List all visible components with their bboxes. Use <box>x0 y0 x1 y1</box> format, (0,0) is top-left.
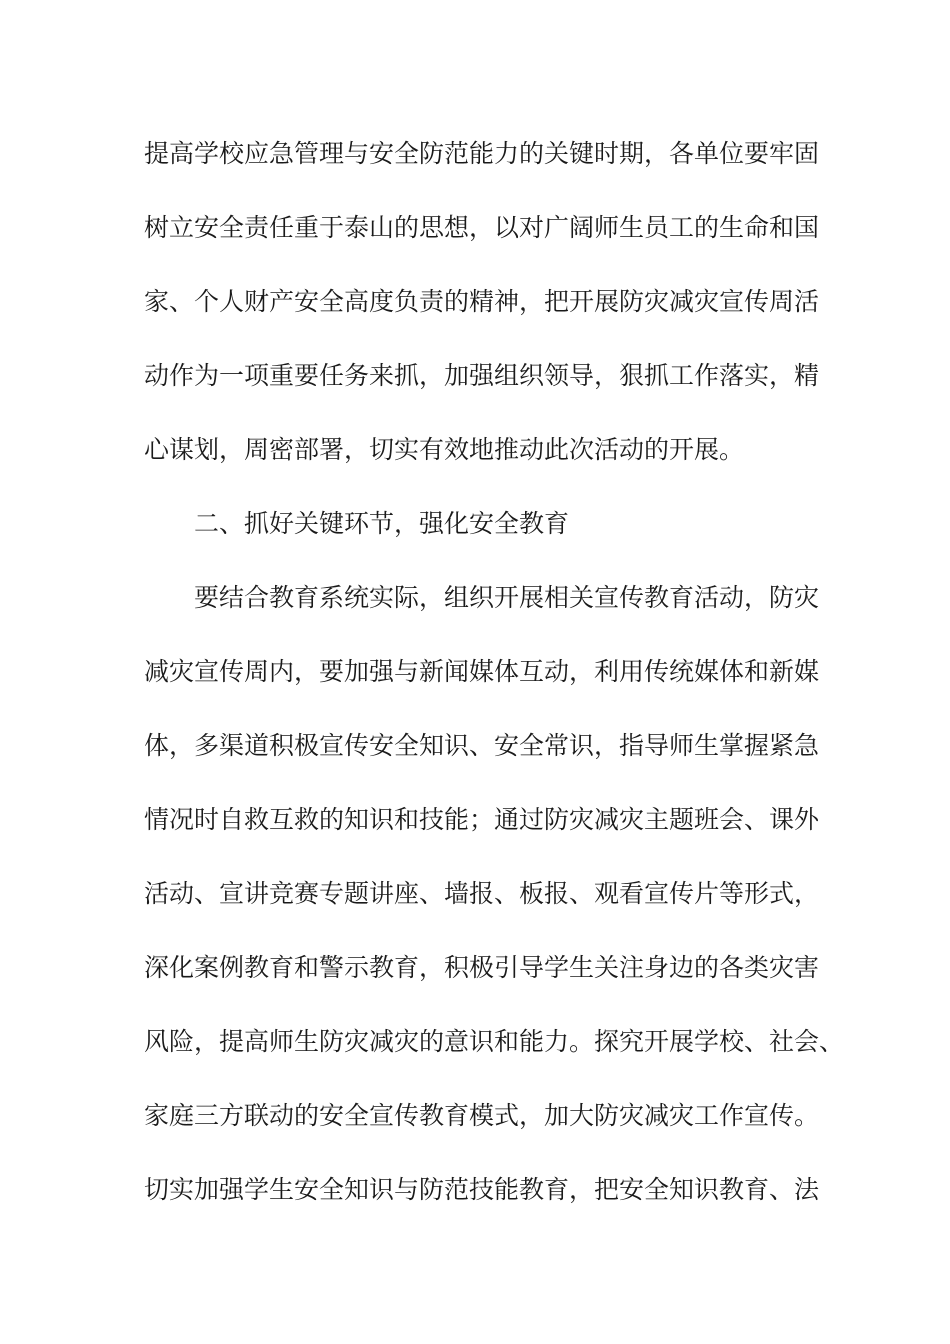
text-line: 家、个人财产安全高度负责的精神，把开展防灾减灾宣传周活 <box>144 287 820 316</box>
text-line: 提高学校应急管理与安全防范能力的关键时期，各单位要牢固 <box>144 139 820 168</box>
text-line: 家庭三方联动的安全宣传教育模式，加大防灾减灾工作宣传。 <box>144 1101 820 1130</box>
text-line: 树立安全责任重于泰山的思想，以对广阔师生员工的生命和国 <box>144 213 820 242</box>
text-line: 体，多渠道积极宣传安全知识、安全常识，指导师生掌握紧急 <box>144 731 820 760</box>
text-line: 心谋划，周密部署，切实有效地推动此次活动的开展。 <box>144 435 745 464</box>
text-line: 深化案例教育和警示教育，积极引导学生关注身边的各类灾害 <box>144 953 820 982</box>
text-line: 情况时自救互救的知识和技能；通过防灾减灾主题班会、课外 <box>144 805 820 834</box>
text-line: 风险，提高师生防灾减灾的意识和能力。探究开展学校、社会、 <box>144 1027 845 1056</box>
section-heading: 二、抓好关键环节，强化安全教育 <box>194 509 570 538</box>
text-line: 切实加强学生安全知识与防范技能教育，把安全知识教育、法 <box>144 1175 820 1204</box>
text-line: 要结合教育系统实际，组织开展相关宣传教育活动，防灾 <box>194 583 820 612</box>
text-line: 动作为一项重要任务来抓，加强组织领导，狠抓工作落实，精 <box>144 361 820 390</box>
text-line: 活动、宣讲竞赛专题讲座、墙报、板报、观看宣传片等形式， <box>144 879 820 908</box>
text-line: 减灾宣传周内，要加强与新闻媒体互动，利用传统媒体和新媒 <box>144 657 820 686</box>
